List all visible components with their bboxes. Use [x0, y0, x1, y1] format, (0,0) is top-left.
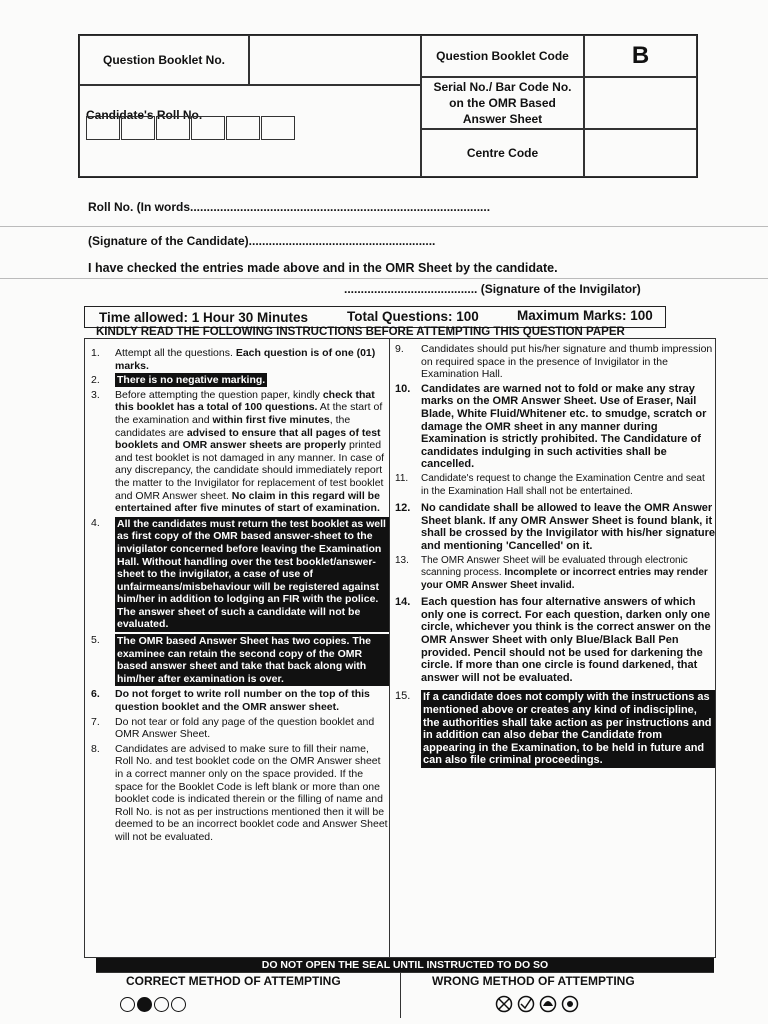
- item-number: 5.: [91, 634, 100, 647]
- scan-line: [0, 278, 768, 279]
- item-bold-text: Each question has four alternative answers of which only one is correct. For each question, darken only one circle, whichever you think is the correct answer on the OMR Answer Sheet with only Blue/Black Ball Pen provided. Pencil should not be used for darkening the circle. If more than one circle is found darkened, that answer will not be evaluated.: [421, 596, 711, 684]
- roll-no-boxes: [86, 116, 296, 140]
- roll-digit-box[interactable]: [191, 116, 225, 140]
- item-bold-text: advised to ensure that all pages of test booklets and OMR answer sheets are properly: [115, 426, 381, 452]
- item-number: 9.: [395, 343, 404, 355]
- correct-method-label: CORRECT METHOD OF ATTEMPTING: [126, 974, 341, 988]
- filled-circle-icon: [137, 997, 152, 1012]
- roll-in-words-line: Roll No. (In words..........................................................................................: [88, 200, 491, 214]
- item-bold-text: check that this booklet has a total of 100 questions.: [115, 388, 375, 414]
- invigilator-signature-line: ........................................ (Signature of the Invigilator): [344, 282, 641, 296]
- item-bold-text: Incomplete or incorrect entries may render your OMR Answer Sheet invalid.: [421, 567, 708, 591]
- item-number: 10.: [395, 382, 411, 395]
- roll-digit-box[interactable]: [261, 116, 295, 140]
- booklet-no-label: Question Booklet No.: [79, 35, 249, 85]
- item-number: 15.: [395, 690, 411, 703]
- item-text: Candidate's request to change the Examination Centre and seat in the Examination Hall shall not be entertained.: [421, 472, 705, 497]
- instructions-left-column: [85, 339, 390, 957]
- item-text: Candidates should put his/her signature and thumb impression on required space in the presence of Invigilator in the Examination Hall.: [421, 343, 713, 381]
- centre-code-label: Centre Code: [421, 129, 584, 177]
- instructions-box: [84, 338, 716, 958]
- instruction-item-6: [85, 688, 389, 713]
- item-number: 7.: [91, 715, 100, 728]
- booklet-code-value: B: [584, 35, 697, 77]
- instruction-item-14: [389, 596, 715, 684]
- wrong-method-circles: [494, 994, 586, 1019]
- centre-code-field[interactable]: [584, 129, 697, 177]
- booklet-code-label: Question Booklet Code: [421, 35, 584, 77]
- item-number: 13.: [395, 554, 409, 566]
- correct-method-circles: [120, 996, 188, 1014]
- item-bold-text: Do not forget to write roll number on the top of this question booklet and the OMR answer sheet.: [115, 688, 370, 714]
- roll-digit-box[interactable]: [86, 116, 120, 140]
- header-table: [78, 34, 698, 178]
- item-text: Attempt all the questions.: [115, 347, 236, 359]
- item-highlight-text: All the candidates must return the test booklet as well as first copy of the OMR based answer-sheet to the invigilator concerned before leaving the Examination Hall. Without handling over the test booklet/answer-sheet to the invigilator, a case of use of unfairmeans/misbehaviour will be registered against him/her in addition to lodging an FIR with the police. The answer sheet of such a candidate will not be evaluated.: [115, 517, 389, 632]
- roll-digit-box[interactable]: [156, 116, 190, 140]
- empty-circle-icon: [154, 997, 169, 1012]
- item-highlight-text: There is no negative marking.: [117, 374, 266, 387]
- item-number: 6.: [91, 688, 100, 701]
- instruction-item-9: [389, 343, 715, 381]
- item-text: printed and test booklet is not damaged in any manner. In case of any discrepancy, the candidate should immediately report the matter to the Invigilator for replacement of test booklet and OMR Answer sheet.: [115, 439, 385, 502]
- roll-no-label: Candidate's Roll No.: [86, 108, 203, 122]
- item-text: The OMR Answer Sheet will be evaluated through electronic scanning process.: [421, 554, 688, 579]
- footer-divider: [96, 972, 714, 973]
- instructions-right-column: [389, 339, 715, 957]
- item-highlight-text: The OMR based Answer Sheet has two copies. The examinee can retain the second copy of the OMR based answer sheet and take that back along with him/her after examination is over.: [115, 634, 389, 686]
- item-text: Do not tear or fold any page of the question booklet and OMR Answer Sheet.: [115, 715, 375, 741]
- item-bold-text: within first five minutes: [212, 413, 330, 426]
- instruction-item-12: [389, 502, 715, 552]
- item-text: , the candidates are: [115, 413, 351, 439]
- serial-field[interactable]: [584, 77, 697, 129]
- serial-label: Serial No./ Bar Code No. on the OMR Based Answer Sheet: [421, 77, 584, 129]
- scan-line: [0, 226, 768, 227]
- empty-circle-icon: [171, 997, 186, 1012]
- item-number: 4.: [91, 516, 100, 529]
- item-number: 8.: [91, 742, 100, 755]
- time-allowed: Time allowed: 1 Hour 30 Minutes: [99, 310, 309, 325]
- item-bold-text: No claim in this regard will be entertained after five minutes of start of examination.: [115, 489, 380, 515]
- item-number: 2.: [91, 374, 100, 387]
- item-text: Before attempting the question paper, kindly: [115, 388, 323, 401]
- instruction-item-1: [85, 347, 389, 372]
- item-number: 3.: [91, 388, 100, 401]
- empty-circle-icon: [120, 997, 135, 1012]
- item-text: At the start of the examination and: [115, 401, 383, 426]
- instruction-item-8: [85, 743, 389, 844]
- item-bold-text: Candidates are warned not to fold or make any stray marks on the OMR Answer Sheet. Use of Eraser, Nail Blade, White Fluid/Whitener etc. to smudge, scratch or damage the OMR sheet in any manner during Examination is strictly prohibited. The Candidature of candidates indulging in such activities shall be cancelled.: [421, 382, 707, 471]
- roll-digit-box[interactable]: [121, 116, 155, 140]
- instruction-item-7: [85, 716, 389, 741]
- item-number: 14.: [395, 596, 411, 609]
- exam-info-box: [84, 306, 666, 328]
- instruction-item-15: [389, 690, 715, 768]
- candidate-signature-line: (Signature of the Candidate)........................................................: [88, 234, 436, 248]
- instruction-item-3: [85, 389, 389, 515]
- item-bold-text: No candidate shall be allowed to leave the OMR Answer Sheet blank. If any OMR Answer Sheet is found blank, it shall be crossed by the Invigilator with his/her signature and mentioning 'Cancelled' on it.: [421, 502, 716, 552]
- item-number: 12.: [395, 502, 411, 515]
- wrong-method-label: WRONG METHOD OF ATTEMPTING: [432, 974, 635, 988]
- item-text: Candidates are advised to make sure to fill their name, Roll No. and test booklet code on the OMR Answer sheet in a correct manner only on the space provided. If the space for the Booklet Code is left blank or more than one booklet code is indicated therein or the filling of name and Roll No. is not as per instructions mentioned then it will be deemed to be an incorrect booklet code and Answer Sheet will not be evaluated.: [115, 742, 388, 843]
- item-bold-text: Each question is of one (01) marks.: [115, 347, 376, 372]
- checked-statement: I have checked the entries made above and in the OMR Sheet by the candidate.: [88, 261, 558, 275]
- instruction-item-5: [85, 634, 389, 686]
- seal-warning-bar: DO NOT OPEN THE SEAL UNTIL INSTRUCTED TO DO SO: [96, 958, 714, 972]
- item-number: 1.: [91, 347, 100, 359]
- instruction-item-2: [85, 374, 389, 387]
- wrong-marks-icon: [494, 994, 586, 1014]
- instruction-item-10: [389, 383, 715, 471]
- footer-column-divider: [400, 972, 401, 1018]
- total-questions: Total Questions: 100: [347, 309, 479, 324]
- item-number: 11.: [395, 472, 409, 484]
- instruction-item-4: [85, 517, 389, 632]
- instruction-item-13: [389, 555, 715, 593]
- roll-digit-box[interactable]: [226, 116, 260, 140]
- maximum-marks: Maximum Marks: 100: [517, 308, 653, 323]
- kindly-read-heading: KINDLY READ THE FOLLOWING INSTRUCTIONS BEFORE ATTEMPTING THIS QUESTION PAPER: [96, 326, 625, 338]
- instruction-item-11: [389, 473, 715, 498]
- booklet-no-field[interactable]: [249, 35, 421, 85]
- item-highlight-text: If a candidate does not comply with the instructions as mentioned above or creates any kind of indiscipline, the authorities shall take action as per instructions and in addition can also debar the Candidate from appearing in the Examination, to be held in future and can also file criminal proceedings.: [421, 690, 715, 768]
